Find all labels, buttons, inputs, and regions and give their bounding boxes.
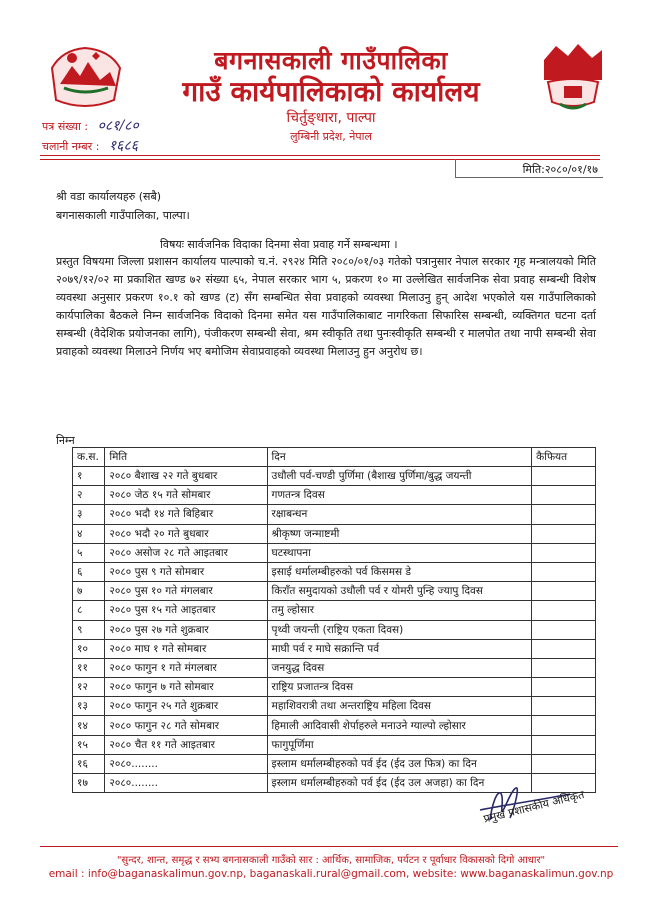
cell-serial: ७: [73, 582, 105, 601]
cell-day: घटस्थापना: [267, 543, 532, 562]
cell-remarks: [532, 620, 596, 639]
cell-date: २०८०........: [105, 774, 267, 793]
cell-date: २०८० बैशाख २२ गते बुधबार: [105, 467, 267, 486]
cell-remarks: [532, 678, 596, 697]
cell-day: उधौली पर्व-चण्डी पुर्णिमा (बैशाख पुर्णिमा/बुद्ध जयन्ती: [267, 467, 532, 486]
table-row: [73, 639, 596, 658]
header-date: मिति: [105, 448, 267, 467]
cell-day: राष्ट्रिय प्रजातन्त्र दिवस: [267, 678, 532, 697]
header-remarks: कैफियत: [532, 448, 596, 467]
recipient-line1: श्री वडा कार्यालयहरु (सबै): [56, 190, 162, 203]
table-row: [73, 543, 596, 562]
holiday-table: [72, 447, 596, 793]
footer-motto: "सुन्दर, शान्त, समृद्ध र सभ्य बगनासकाली गाउँको सार : आर्थिक, सामाजिक, पर्यटन र पूर्वाधार विकासको दिगो आधार": [116, 855, 546, 866]
cell-date: २०८० चैत ११ गते आइतबार: [105, 735, 267, 754]
cell-remarks: [532, 754, 596, 773]
letterhead-divider: [40, 155, 600, 156]
cell-remarks: [532, 486, 596, 505]
cell-date: २०८० जेठ १५ गते सोमबार: [105, 486, 267, 505]
cell-serial: २: [73, 486, 105, 505]
footer-contact: email : info@baganaskalimun.gov.np, baganaskali.rural@gmail.com, website: www.baganaskalimun.gov.np: [48, 868, 614, 880]
table-row: [73, 582, 596, 601]
cell-serial: ३: [73, 505, 105, 524]
letter-subject: विषयः सार्वजनिक विदाका दिनमा सेवा प्रवाह गर्ने सम्बन्धमा ।: [160, 238, 398, 251]
recipient-line2: बगनासकाली गाउँपालिका, पाल्पा।: [56, 209, 190, 222]
cell-remarks: [532, 639, 596, 658]
cell-remarks: [532, 543, 596, 562]
cell-serial: ६: [73, 562, 105, 581]
cell-day: इसाई धर्मालम्बीहरुको पर्व किसमस डे: [267, 562, 532, 581]
table-row: [73, 658, 596, 677]
cell-date: २०८० भदौ २० गते बुधबार: [105, 524, 267, 543]
list-intro: निम्न: [56, 434, 75, 447]
table-header-row: [73, 448, 596, 467]
cell-day: इस्लाम धर्मालम्बीहरुको पर्व ईद (ईद उल फित्र) का दिन: [267, 754, 532, 773]
dispatch-number: [42, 136, 138, 155]
table-row: [73, 620, 596, 639]
cell-day: माघी पर्व र माघे सक्रान्ति पर्व: [267, 639, 532, 658]
table-row: [73, 754, 596, 773]
cell-day: जनयुद्ध दिवस: [267, 658, 532, 677]
table-row: [73, 505, 596, 524]
office-name-line2: गाउँ कार्यपालिकाको कार्यालय: [182, 75, 480, 108]
cell-serial: १२: [73, 678, 105, 697]
cell-serial: १०: [73, 639, 105, 658]
reference-number-label: पत्र संख्या :: [42, 120, 89, 133]
cell-date: २०८० असोज २८ गते आइतबार: [105, 543, 267, 562]
cell-date: २०८० फागुन २५ गते शुक्रबार: [105, 697, 267, 716]
cell-day: फागुपूर्णिमा: [267, 735, 532, 754]
table-row: [73, 601, 596, 620]
letter-body: प्रस्तुत विषयमा जिल्ला प्रशासन कार्यालय पाल्पाको च.नं. २९२४ मिति २०८०/०१/०३ गतेको पत्रानुसार नेपाल सरकार गृह मन्त्रालयको मिति २०७९/१२/०२ मा प्रकाशित खण्ड ७२ संख्या ६५, नेपाल सरकार भाग ५, प्रकरण १० मा उल्लेखित सार्वजनिक सेवा प्रवाह सम्बन्धी विशेष व्यवस्था अनुसार प्रकरण १०.१ को खण्ड (ट) सँग सम्बन्धित सेवा प्रवाहको व्यवस्था मिलाउनु हुन् आदेश भएकोले यस गाउँपालिकाको कार्यपालिका बैठकले निम्न सार्वजनिक विदाको दिनमा समेत यस गाउँपालिकाबाट नागरिकता सिफारिस सम्बन्धी, व्यक्तिगत घटना दर्ता सम्बन्धी (वैदेशिक प्रयोजनका लागि), पंजीकरण सम्बन्धी सेवा, श्रम स्वीकृति तथा पुनःस्वीकृति सम्बन्धी र मालपोत तथा नापी सम्बन्धी सेवा प्रवाहको व्यवस्था मिलाउने निर्णय भए बमोजिम सेवाप्रवाहको व्यवस्था मिलाउनु हुन अनुरोध छ।: [56, 255, 596, 358]
cell-day: किराँत समुदायको उधौली पर्व र योमरी पुन्हि ज्यापु दिवस: [267, 582, 532, 601]
cell-date: २०८० फागुन १ गते मंगलबार: [105, 658, 267, 677]
office-address-line2: लुम्बिनी प्रदेश, नेपाल: [290, 130, 372, 143]
cell-serial: १५: [73, 735, 105, 754]
cell-remarks: [532, 716, 596, 735]
cell-remarks: [532, 697, 596, 716]
cell-date: २०८० पुस ९ गते सोमबार: [105, 562, 267, 581]
cell-day: गणतन्त्र दिवस: [267, 486, 532, 505]
table-row: [73, 467, 596, 486]
table-row: [73, 524, 596, 543]
cell-serial: ११: [73, 658, 105, 677]
cell-date: २०८० पुस १५ गते आइतबार: [105, 601, 267, 620]
cell-serial: १६: [73, 754, 105, 773]
cell-day: रक्षाबन्धन: [267, 505, 532, 524]
table-row: [73, 562, 596, 581]
cell-day: तमु ल्होसार: [267, 601, 532, 620]
cell-remarks: [532, 524, 596, 543]
cell-day: पृथ्वी जयन्ती (राष्ट्रिय एकता दिवस): [267, 620, 532, 639]
cell-date: २०८० फागुन ७ गते सोमबार: [105, 678, 267, 697]
table-row: [73, 678, 596, 697]
cell-serial: ५: [73, 543, 105, 562]
cell-remarks: [532, 735, 596, 754]
cell-date: २०८०........: [105, 754, 267, 773]
cell-date: २०८० माघ १ गते सोमबार: [105, 639, 267, 658]
cell-serial: १४: [73, 716, 105, 735]
cell-day: श्रीकृष्ण जन्माष्टमी: [267, 524, 532, 543]
footer-divider: [40, 846, 618, 847]
cell-remarks: [532, 582, 596, 601]
cell-serial: १: [73, 467, 105, 486]
cell-serial: १३: [73, 697, 105, 716]
table-row: [73, 486, 596, 505]
reference-number-value: ०८१/८०: [97, 118, 139, 134]
cell-serial: ४: [73, 524, 105, 543]
cell-serial: १७: [73, 774, 105, 793]
cell-date: २०८० भदौ १४ गते बिहिबार: [105, 505, 267, 524]
office-address-line1: चिर्तुङ्धारा, पाल्पा: [286, 110, 376, 126]
signatory-title: प्रमुख प्रशासकीय अधिकृत: [482, 787, 586, 826]
dispatch-number-label: चलानी नम्बर :: [42, 140, 100, 153]
cell-remarks: [532, 562, 596, 581]
cell-serial: ८: [73, 601, 105, 620]
cell-remarks: [532, 601, 596, 620]
header-serial: क.स.: [73, 448, 105, 467]
header-day: दिन: [267, 448, 532, 467]
cell-serial: ९: [73, 620, 105, 639]
cell-date: २०८० फागुन २८ गते सोमबार: [105, 716, 267, 735]
table-row: [73, 735, 596, 754]
cell-remarks: [532, 467, 596, 486]
dispatch-number-value: १६८६: [108, 138, 139, 154]
office-name-line1: बगनासकाली गाउँपालिका: [214, 46, 448, 75]
cell-day: महाशिवरात्री तथा अन्तराष्ट्रिय महिला दिवस: [267, 697, 532, 716]
reference-number: [42, 116, 139, 135]
cell-day: हिमाली आदिवासी शेर्पाहरुले मनाउने ग्याल्पो ल्होसार: [267, 716, 532, 735]
table-row: [73, 716, 596, 735]
cell-date: २०८० पुस १० गते मंगलबार: [105, 582, 267, 601]
cell-date: २०८० पुस २७ गते शुक्रबार: [105, 620, 267, 639]
cell-day: इस्लाम धर्मालम्बीहरुको पर्व ईद (ईद उल अजहा) का दिन: [267, 774, 532, 793]
table-row: [73, 697, 596, 716]
cell-remarks: [532, 658, 596, 677]
letter-date: मिति:२०८०/०१/१७: [522, 163, 598, 176]
cell-remarks: [532, 505, 596, 524]
